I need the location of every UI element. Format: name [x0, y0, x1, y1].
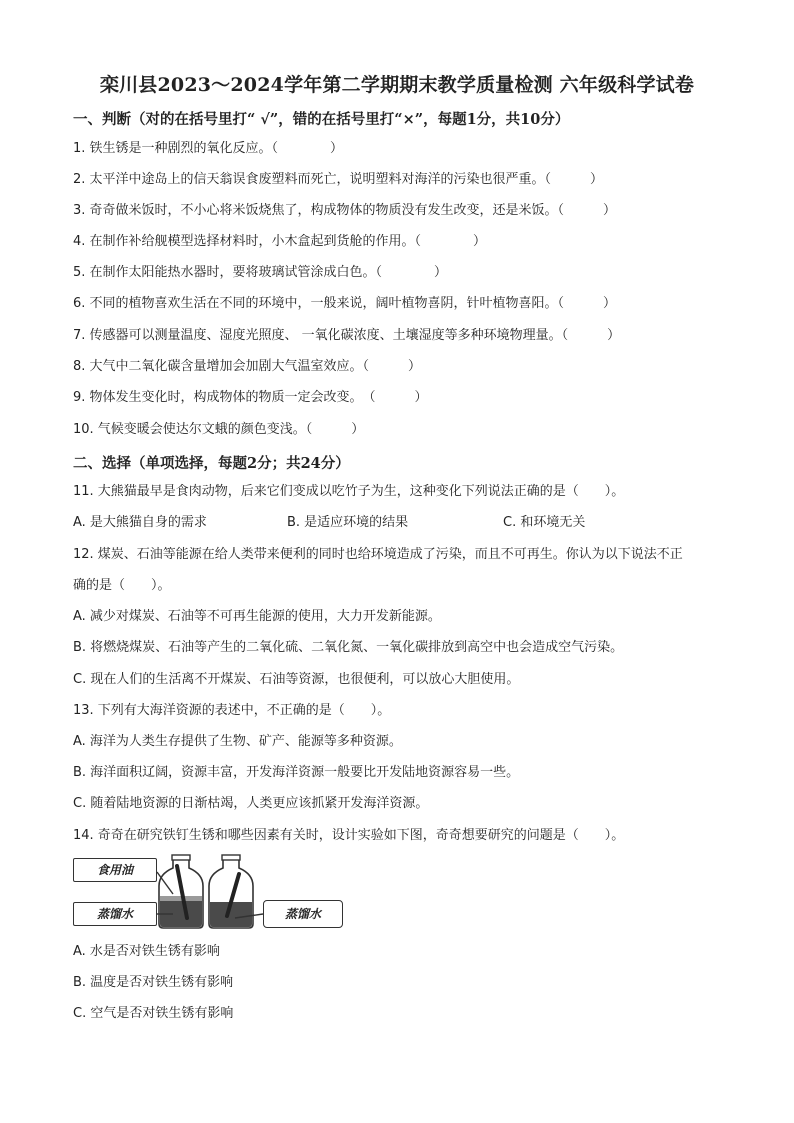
- question-5: 5. 在制作太阳能热水器时，要将玻璃试管涂成白色。（ ）: [73, 265, 448, 280]
- left-bottle: [159, 855, 203, 928]
- exam-title: 栾川县2023～2024学年第二学期期末教学质量检测 六年级科学试卷: [99, 74, 695, 96]
- question-11-options: [73, 514, 713, 532]
- question-12-stem-line2: 确的是（ ）。: [73, 578, 171, 593]
- rust-experiment-figure: [73, 852, 345, 932]
- question-4: 4. 在制作补给舰模型选择材料时，小木盒起到货舱的作用。（ ）: [73, 234, 487, 249]
- left-water-label: 蒸馏水: [73, 902, 157, 926]
- question-9: 9. 物体发生变化时，构成物体的物质一定会改变。 （ ）: [73, 390, 428, 405]
- q11-option-b: B. 是适应环境的结果: [287, 515, 409, 530]
- question-11-stem: 11. 大熊猫最早是食肉动物，后来它们变成以吃竹子为生，这种变化下列说法正确的是（ ）。: [73, 484, 625, 499]
- q12-option-c: C. 现在人们的生活离不开煤炭、石油等资源，也很便利，可以放心大胆使用。: [73, 672, 520, 687]
- question-2: 2. 太平洋中途岛上的信天翁误食废塑料而死亡，说明塑料对海洋的污染也很严重。（ ）: [73, 172, 604, 187]
- section-heading-true-false: 一、判断（对的在括号里打“ √”，错的在括号里打“×”，每题1分，共10分）: [73, 111, 570, 128]
- q13-option-c: C. 随着陆地资源的日渐枯竭，人类更应该抓紧开发海洋资源。: [73, 796, 429, 811]
- q14-option-a: A. 水是否对铁生锈有影响: [73, 944, 220, 959]
- q13-option-b: B. 海洋面积辽阔，资源丰富，开发海洋资源一般要比开发陆地资源容易一些。: [73, 765, 520, 780]
- question-14-stem: 14. 奇奇在研究铁钉生锈和哪些因素有关时，设计实验如下图，奇奇想要研究的问题是（ ）。: [73, 828, 625, 843]
- question-13-stem: 13. 下列有大海洋资源的表述中，不正确的是（ ）。: [73, 703, 391, 718]
- question-12-stem-line1: 12. 煤炭、石油等能源在给人类带来便利的同时也给环境造成了污染，而且不可再生。你认为以下说法不正: [73, 547, 683, 562]
- oil-label: 食用油: [73, 858, 157, 882]
- q12-option-b: B. 将燃烧煤炭、石油等产生的二氧化硫、二氧化氮、一氧化碳排放到高空中也会造成空气污染。: [73, 640, 624, 655]
- q14-option-b: B. 温度是否对铁生锈有影响: [73, 975, 234, 990]
- q14-option-c: C. 空气是否对铁生锈有影响: [73, 1006, 234, 1021]
- question-10: 10. 气候变暖会使达尔文蛾的颜色变浅。（ ）: [73, 422, 365, 437]
- question-3: 3. 奇奇做米饭时，不小心将米饭烧焦了，构成物体的物质没有发生改变，还是米饭。（ ）: [73, 203, 617, 218]
- q13-option-a: A. 海洋为人类生存提供了生物、矿产、能源等多种资源。: [73, 734, 402, 749]
- right-water-label: 蒸馏水: [263, 900, 343, 928]
- q11-option-c: C. 和环境无关: [503, 515, 586, 530]
- question-8: 8. 大气中二氧化碳含量增加会加剧大气温室效应。（ ）: [73, 359, 422, 374]
- q12-option-a: A. 减少对煤炭、石油等不可再生能源的使用，大力开发新能源。: [73, 609, 441, 624]
- question-1: 1. 铁生锈是一种剧烈的氧化反应。（ ）: [73, 141, 344, 156]
- q11-option-a: A. 是大熊猫自身的需求: [73, 515, 207, 530]
- section-heading-multiple-choice: 二、选择（单项选择，每题2分；共24分）: [73, 455, 350, 472]
- question-7: 7. 传感器可以测量温度、湿度光照度、 一氧化碳浓度、土壤湿度等多种环境物理量。（ ）: [73, 328, 621, 343]
- question-6: 6. 不同的植物喜欢生活在不同的环境中，一般来说，阔叶植物喜阴，针叶植物喜阳。（ ）: [73, 296, 617, 311]
